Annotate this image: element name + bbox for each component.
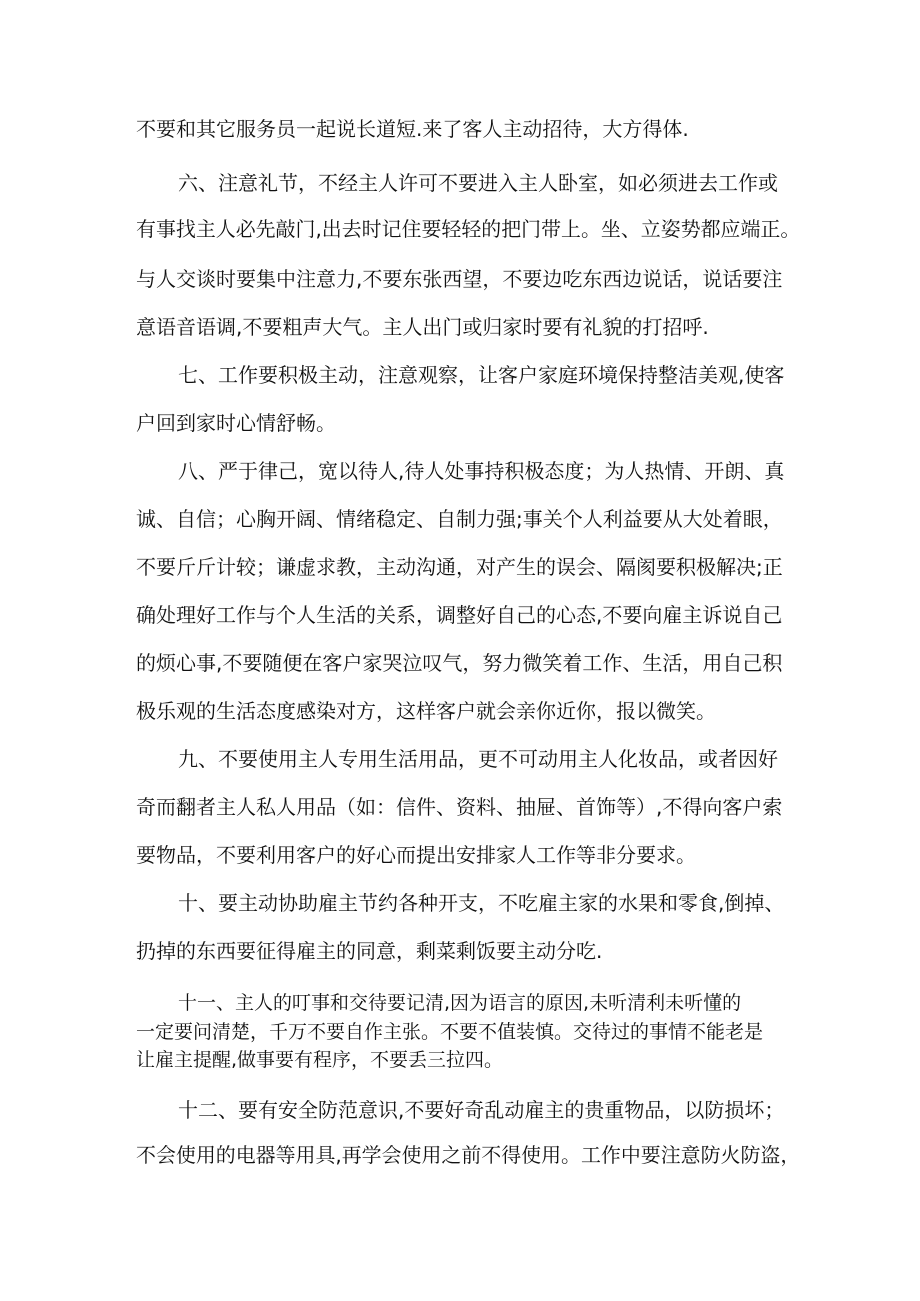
text-line: 九、不要使用主人专用生活用品，更不可动用主人化妆品，或者因好 [178, 747, 778, 771]
text-line: 十一、主人的叮事和交待要记清,因为语言的原因,未听清利未听懂的 [178, 992, 742, 1014]
text-line: 六、注意礼节，不经主人许可不要进入主人卧室，如必须进去工作或 [178, 171, 778, 195]
text-line: 意语音语调,不要粗声大气。主人出门或归家时要有礼貌的打招呼. [136, 315, 709, 339]
text-line: 一定要问清楚，千万不要自作主张。不要不值装慎。交待过的事情不能老是 [136, 1021, 764, 1043]
text-line: 极乐观的生活态度感染对方，这样客户就会亲你近你，报以微笑。 [136, 699, 716, 723]
text-line: 七、工作要积极主动，注意观察，让客户家庭环境保持整洁美观,使客 [178, 363, 785, 387]
text-line: 不会使用的电器等用具,再学会使用之前不得使用。工作中要注意防火防盗， [136, 1143, 801, 1167]
text-line: 与人交谈时要集中注意力,不要东张西望，不要边吃东西边说话，说话要注 [136, 267, 783, 291]
text-line: 户回到家时心情舒畅。 [136, 411, 336, 435]
text-line: 确处理好工作与个人生活的关系，调整好自己的心态,不要向雇主诉说自己 [136, 603, 783, 627]
text-line: 的烦心事,不要随便在客户家哭泣叹气，努力微笑着工作、生活，用自己积 [136, 651, 783, 675]
text-line: 不要和其它服务员一起说长道短.来了客人主动招待，大方得体. [136, 117, 689, 141]
text-line: 有事找主人必先敲门,出去时记住要轻轻的把门带上。坐、立姿势都应端正。 [136, 217, 801, 241]
text-line: 十、要主动协助雇主节约各种开支，不吃雇主家的水果和零食,倒掉、 [178, 891, 785, 915]
text-line: 十二、要有安全防范意识,不要好奇乱动雇主的贵重物品，以防损坏； [178, 1098, 785, 1122]
text-line: 扔掉的东西要征得雇主的同意，剩菜剩饭要主动分吃. [136, 939, 603, 963]
text-line: 不要斤斤计较；谦虚求教，主动沟通，对产生的误会、隔阂要积极解决;正 [136, 555, 783, 579]
text-line: 要物品，不要利用客户的好心而提出安排家人工作等非分要求。 [136, 843, 696, 867]
text-line: 奇而翻者主人私人用品（如：信件、资料、抽屉、首饰等）,不得向客户索 [136, 795, 783, 819]
text-line: 让雇主提醒,做事要有程序，不要丢三拉四。 [136, 1049, 504, 1071]
text-line: 诚、自信；心胸开阔、情绪稳定、自制力强;事关个人利益要从大处着眼， [136, 507, 783, 531]
text-line: 八、严于律己，宽以待人,待人处事持积极态度；为人热情、开朗、真 [178, 459, 785, 483]
